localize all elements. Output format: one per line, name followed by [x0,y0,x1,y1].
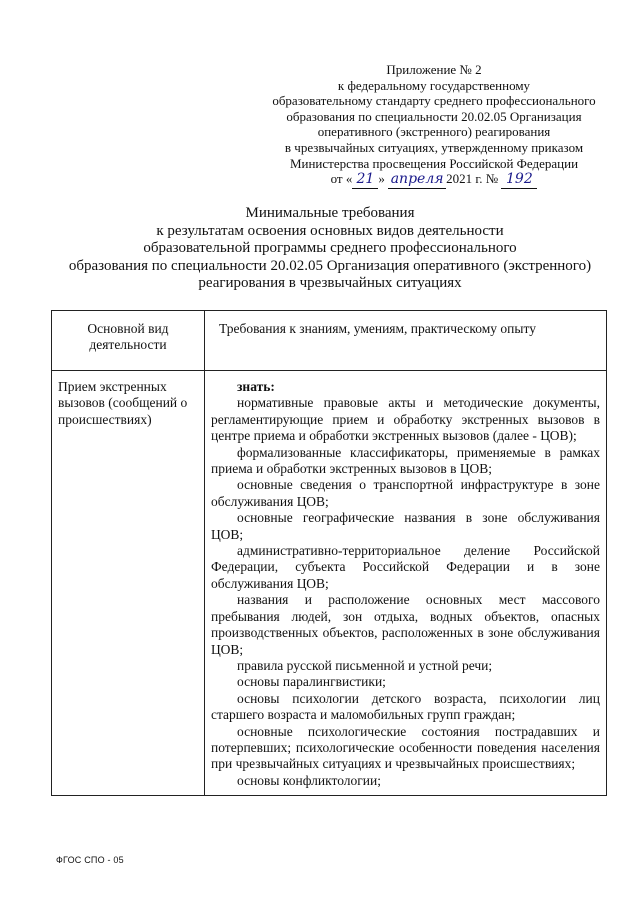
appendix-header [264,62,604,189]
date-prefix: от « [330,171,353,187]
header-activity: Основной вид деятельности [52,311,205,371]
appendix-line: оперативного (экстренного) реагирования [317,124,551,140]
appendix-line: образовательному стандарту среднего профессионального [272,93,596,109]
title-line: реагирования в чрезвычайных ситуациях [198,275,462,291]
table-header-row [52,311,607,371]
requirements-table [51,310,607,796]
handwritten-month: апреля [388,172,446,189]
document-title [60,205,600,293]
requirement-item: основы конфликтологии; [237,772,381,788]
date-mid: » [378,171,385,187]
requirement-item: формализованные классификаторы, применяемые в рамках приема и обработки экстренных вызовов в ЦОВ; [211,444,600,477]
requirement-item: основные географические названия в зоне обслуживания ЦОВ; [211,510,600,542]
title-line: образовательной программы среднего профессионального [143,240,517,256]
handwritten-order-number: 192 [501,172,537,189]
requirement-item: основные психологические состояния пострадавших и потерпевших; психологические особенности поведения населения при чрезвычайных ситуациях и чрезвычайных происшествиях; [211,723,600,772]
order-date-line [264,171,604,189]
title-line: к результатам освоения основных видов деятельности [156,222,504,239]
activity-cell: Прием экстренных вызовов (сообщений о происшествиях) [52,371,205,796]
title-line: Минимальные требования [245,205,415,221]
appendix-line: Министерства просвещения Российской Федерации [289,155,579,171]
title-line: образования по специальности 20.02.05 Организация оперативного (экстренного) [68,257,592,274]
requirement-item: основы психологии детского возраста, психологии лиц старшего возраста и маломобильных групп граждан; [211,690,600,723]
requirements-cell [205,371,607,796]
header-requirements: Требования к знаниям, умениям, практическому опыту [205,311,607,371]
appendix-line: в чрезвычайных ситуациях, утвержденному приказом [284,139,584,155]
requirement-item: административно-территориальное деление Российской Федерации, субъекта Российской Федерации и в зоне обслуживания ЦОВ; [211,543,600,591]
requirement-item: названия и расположение основных мест массового пребывания людей, зон отдыха, водных объектов, опасных производственных объектов, расположенных в зоне обслуживания ЦОВ; [211,592,600,657]
date-year: 2021 г. № [446,171,499,187]
requirement-item: основные сведения о транспортной инфраструктуре в зоне обслуживания ЦОВ; [211,477,600,509]
table-row [52,371,607,796]
handwritten-day: 21 [352,172,378,189]
footer-code: ФГОС СПО - 05 [56,855,124,865]
requirement-item: основы паралингвистики; [237,674,386,690]
appendix-line: образования по специальности 20.02.05 Организация [286,108,582,124]
requirement-item: правила русской письменной и устной речи; [237,657,493,673]
appendix-line: Приложение № 2 [386,62,482,77]
appendix-line: к федеральному государственному [337,77,531,93]
requirement-item: нормативные правовые акты и методические документы, регламентирующие прием и обработку экстренных вызовов в центре приема и обработки экстренных вызовов (далее - ЦОВ); [211,395,600,444]
know-label: знать: [237,379,275,394]
